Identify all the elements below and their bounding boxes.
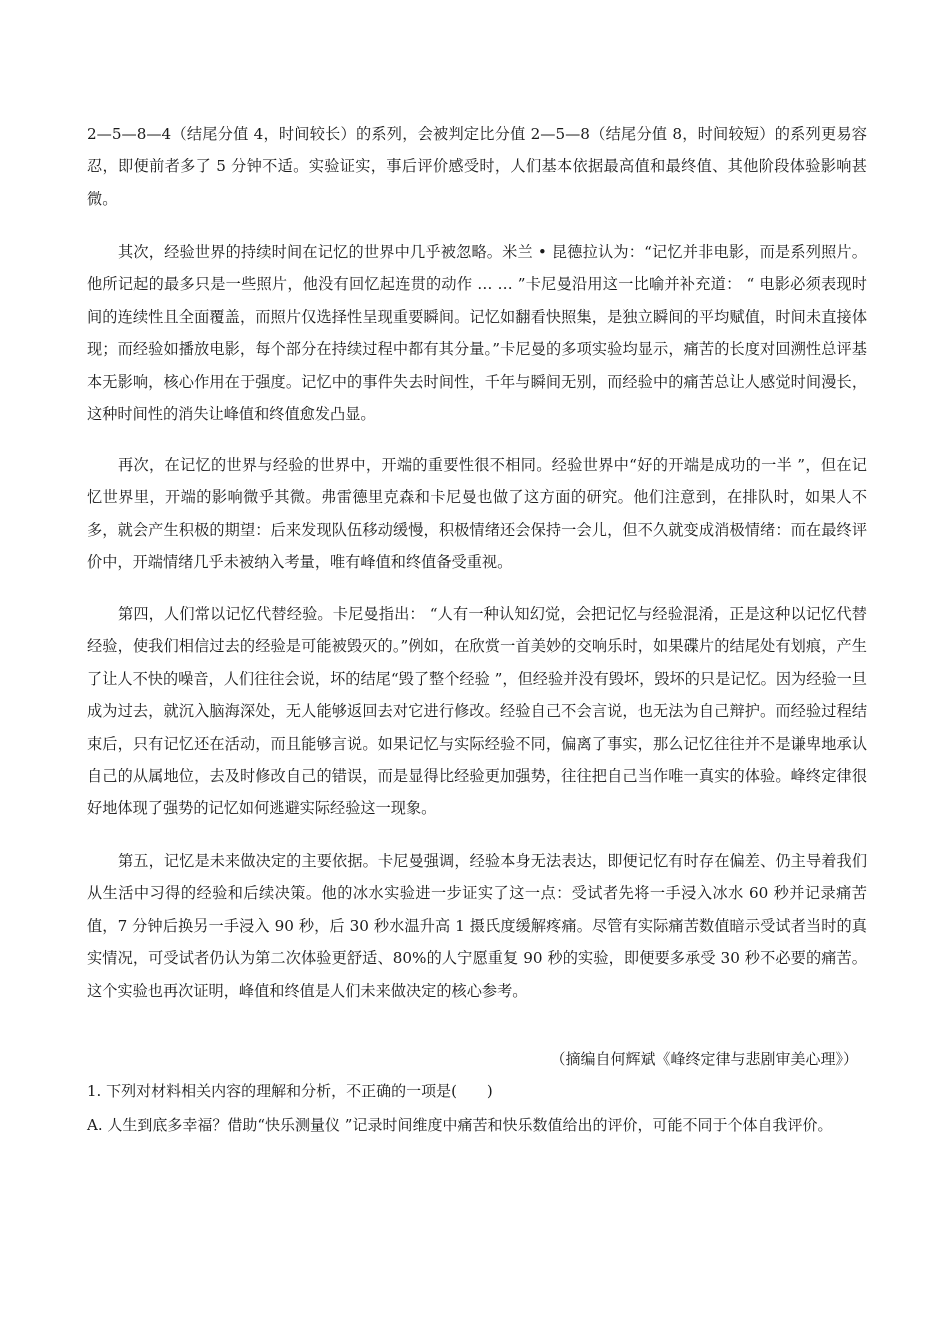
passage-paragraph-4: 第四，人们常以记忆代替经验。卡尼曼指出： “人有一种认知幻觉，会把记忆与经验混淆，正是这种以记忆代替经验，使我们相信过去的经验是可能被毁灭的。”例如，在欣赏一首美妙的交响乐时，如果碟片的结尾处有划痕，产生了让人不快的噪音，人们往往会说，坏的结尾“毁了整个经验 ”，但经验并没有毁坏，毁坏的只是记忆。因为经验一旦成为过去，就沉入脑海深处，无人能够返回去对它进行修改。经验自己不会言说，也无法为自己辩护。而经验过程结束后，只有记忆还在活动，而且能够言说。如果记忆与实际经验不同，偏离了事实，那么记忆往往并不是谦卑地承认自己的从属地位，去及时修改自己的错误，而是显得比经验更加强势，往往把自己当作唯一真实的体验。峰终定律很好地体现了强势的记忆如何逃避实际经验这一现象。	[87, 605, 867, 818]
source-citation: （摘编自何辉斌《峰终定律与悲剧审美心理》）	[550, 1050, 858, 1068]
passage-paragraph-2: 其次，经验世界的持续时间在记忆的世界中几乎被忽略。米兰 • 昆德拉认为：“记忆并非电影，而是系列照片。他所记起的最多只是一些照片，他没有回忆起连贯的动作 … … ”卡尼曼沿用这一比喻并补充道： “ 电影必须表现时间的连续性且全面覆盖，而照片仅选择性呈现重要瞬间。记忆如翻看快照集，是独立瞬间的平均赋值，时间未直接体现；而经验如播放电影，每个部分在持续过程中都有其分量。”卡尼曼的多项实验均显示，痛苦的长度对回溯性总评基本无影响，核心作用在于强度。记忆中的事件失去时间性，千年与瞬间无别，而经验中的痛苦总让人感觉时间漫长，这种时间性的消失让峰值和终值愈发凸显。	[87, 243, 867, 424]
passage-paragraph-1: 2—5—8—4（结尾分值 4，时间较长）的系列，会被判定比分值 2—5—8（结尾分值 8，时间较短）的系列更易容忍，即便前者多了 5 分钟不适。实验证实，事后评价感受时，人们基本依据最高值和最终值、其他阶段体验影响甚微。	[87, 125, 867, 208]
passage-paragraph-3: 再次，在记忆的世界与经验的世界中，开端的重要性很不相同。经验世界中“好的开端是成功的一半 ”，但在记忆世界里，开端的影响微乎其微。弗雷德里克森和卡尼曼也做了这方面的研究。他们注意到，在排队时，如果人不多，就会产生积极的期望：后来发现队伍移动缓慢，积极情绪还会保持一会儿，但不久就变成消极情绪：而在最终评价中，开端情绪几乎未被纳入考量，唯有峰值和终值备受重视。	[87, 456, 867, 572]
passage-paragraph-5: 第五，记忆是未来做决定的主要依据。卡尼曼强调，经验本身无法表达，即便记忆有时存在偏差、仍主导着我们从生活中习得的经验和后续决策。他的冰水实验进一步证实了这一点：受试者先将一手浸入冰水 60 秒并记录痛苦值，7 分钟后换另一手浸入 90 秒，后 30 秒水温升高 1 摄氏度缓解疼痛。尽管有实际痛苦数值暗示受试者当时的真实情况，可受试者仍认为第二次体验更舒适、80%的人宁愿重复 90 秒的实验，即便要多承受 30 秒不必要的痛苦。这个实验也再次证明，峰值和终值是人们未来做决定的核心参考。	[87, 852, 867, 1000]
option-a: A. 人生到底多幸福？借助“快乐测量仪 ”记录时间维度中痛苦和快乐数值给出的评价，可能不同于个体自我评价。	[87, 1116, 833, 1134]
question-stem: 1. 下列对材料相关内容的理解和分析，不正确的一项是( )	[87, 1082, 493, 1100]
